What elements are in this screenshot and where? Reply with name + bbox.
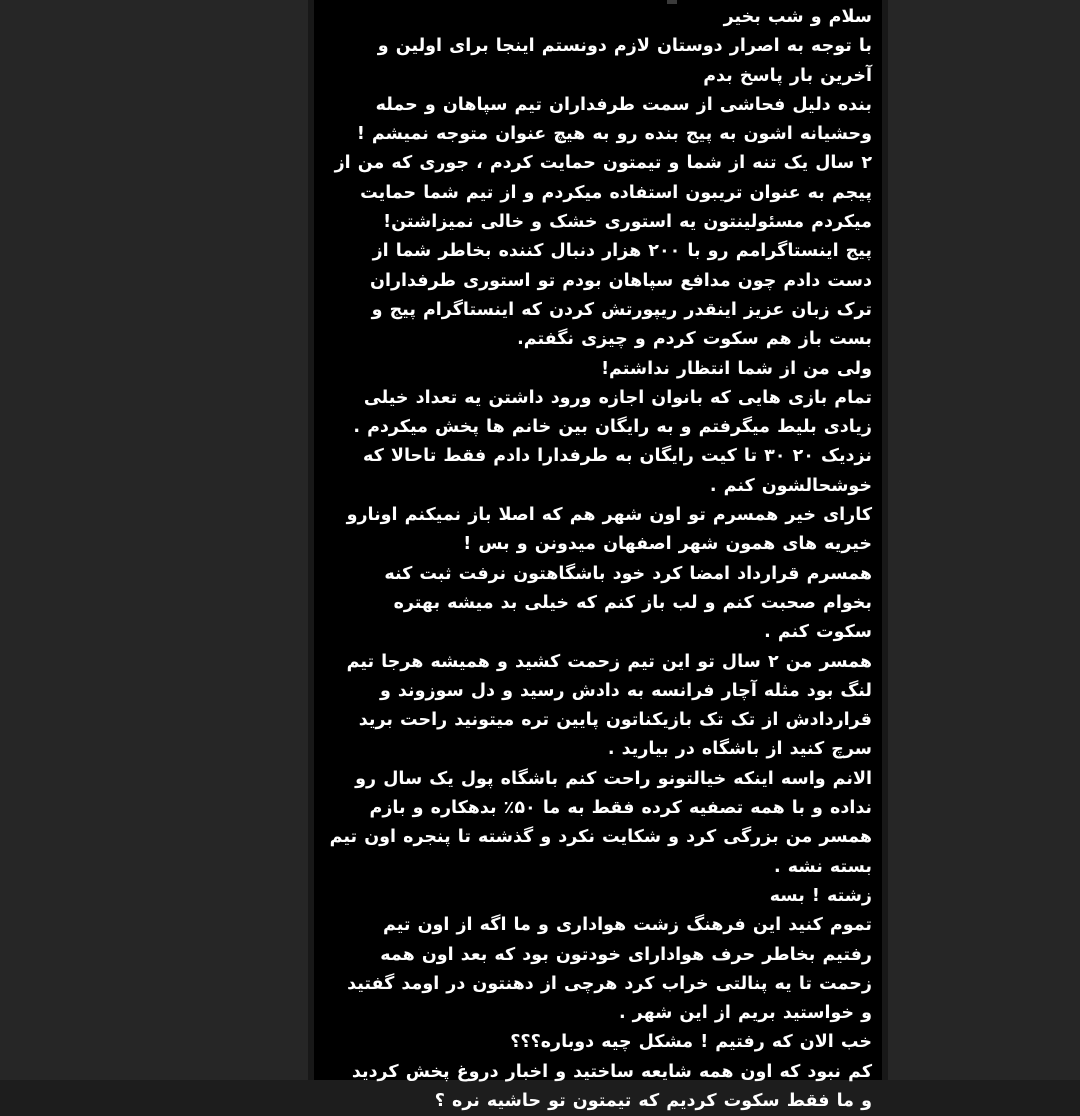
story-text-line: پیج اینستاگرامم رو با ۲۰۰ هزار دنبال کننده بخاطر شما از <box>372 241 872 262</box>
story-text-line: پیجم به عنوان تریبون استفاده میکردم و از تیم شما حمایت <box>360 182 872 203</box>
story-text-line: تمام بازی هایی که بانوان اجازه ورود داشتن یه تعداد خیلی <box>363 387 872 408</box>
story-text-line: کم نبود که اون همه شایعه ساختید و اخبار دروغ پخش کردید <box>351 1061 872 1082</box>
story-text-line: همسر من ۲ سال تو این تیم زحمت کشید و همیشه هرجا تیم <box>346 651 872 672</box>
story-panel <box>314 0 882 1111</box>
story-text-line: دست دادم چون مدافع سپاهان بودم تو استوری طرفداران <box>370 270 872 291</box>
story-text-line: سلام و شب بخیر <box>723 7 872 27</box>
story-text-line: بست باز هم سکوت کردم و چیزی نگفتم. <box>517 329 872 350</box>
story-text-line: ولی من از شما انتظار نداشتم! <box>601 358 872 379</box>
story-text-line: رفتیم بخاطر حرف هوادارای خودتون بود که بعد اون همه <box>380 944 872 965</box>
story-text-line: نزدیک ۲۰ ۳۰ تا کیت رایگان به طرفدارا دادم فقط تاحالا که <box>363 446 872 467</box>
story-text-line: سکوت کنم . <box>764 622 872 643</box>
story-text-line: بخوام صحبت کنم و لب باز کنم که خیلی بد میشه بهتره <box>393 592 872 613</box>
story-text-line: وحشیانه اشون به پیج بنده رو به هیچ عنوان متوجه نمیشم ! <box>356 124 872 145</box>
story-text-line: و ما فقط سکوت کردیم که تیمتون تو حاشیه نره ؟ <box>434 1090 872 1111</box>
story-text-line: کارای خیر همسرم تو اون شهر هم که اصلا باز نمیکنم اونارو <box>346 505 872 526</box>
story-text-line: تموم کنید این فرهنگ زشت هواداری و ما اگه از اون تیم <box>383 915 872 936</box>
story-text-line: نداده و با همه تصفیه کرده فقط به ما ۵۰٪ بدهکاره و بازم <box>369 798 872 819</box>
story-text-line: با توجه به اصرار دوستان لازم دونستم اینجا برای اولین و <box>377 36 872 57</box>
story-text-line: آخرین بار پاسخ بدم <box>703 65 872 86</box>
story-text-line: میکردم مسئولینتون یه استوری خشک و خالی نمیزاشتن! <box>383 212 872 233</box>
story-text-line: خیریه های همون شهر اصفهان میدونن و بس ! <box>463 534 872 555</box>
story-text-line: بنده دلیل فحاشی از سمت طرفداران تیم سپاهان و حمله <box>375 94 872 115</box>
story-text-line: و خواستید بریم از این شهر . <box>618 1003 872 1024</box>
story-text-line: الانم واسه اینکه خیالتونو راحت کنم باشگاه پول یک سال رو <box>355 768 872 789</box>
story-text-line: ۲ سال یک تنه از شما و تیمتون حمایت کردم ، جوری که من از <box>334 153 872 174</box>
story-text-line: زیادی بلیط میگرفتم و به رایگان بین خانم ها پخش میکردم . <box>353 417 872 438</box>
left-blurred-backdrop <box>0 0 314 1080</box>
right-blurred-backdrop <box>882 0 1080 1080</box>
story-text-line: همسرم قرارداد امضا کرد خود باشگاهتون نرفت ثبت کنه <box>384 563 872 584</box>
story-text-line: زحمت تا یه پنالتی خراب کرد هرچی از دهنتون در اومد گفتید <box>347 973 872 994</box>
story-text-line: قراردادش از تک تک بازیکناتون پایین تره میتونید راحت برید <box>358 710 872 731</box>
story-text-line: خب الان که رفتیم ! مشکل چیه دوباره؟؟؟ <box>510 1032 872 1053</box>
story-text-line: ترک زبان عزیز اینقدر ریپورتش کردن که اینستاگرام پیج و <box>371 299 872 320</box>
story-text-line: زشته ! بسه <box>769 885 872 906</box>
story-text-line: بسته نشه . <box>774 856 872 877</box>
story-text-line: خوشحالشون کنم . <box>709 475 872 496</box>
story-text-body <box>314 3 882 1116</box>
story-text-line: همسر من بزرگی کرد و شکایت نکرد و گذشته تا پنجره اون تیم <box>329 827 872 848</box>
story-text-line: سرچ کنید از باشگاه در بیارید . <box>607 739 872 760</box>
story-text-line: لنگ بود مثله آچار فرانسه به دادش رسید و دل سوزوند و <box>379 680 872 701</box>
